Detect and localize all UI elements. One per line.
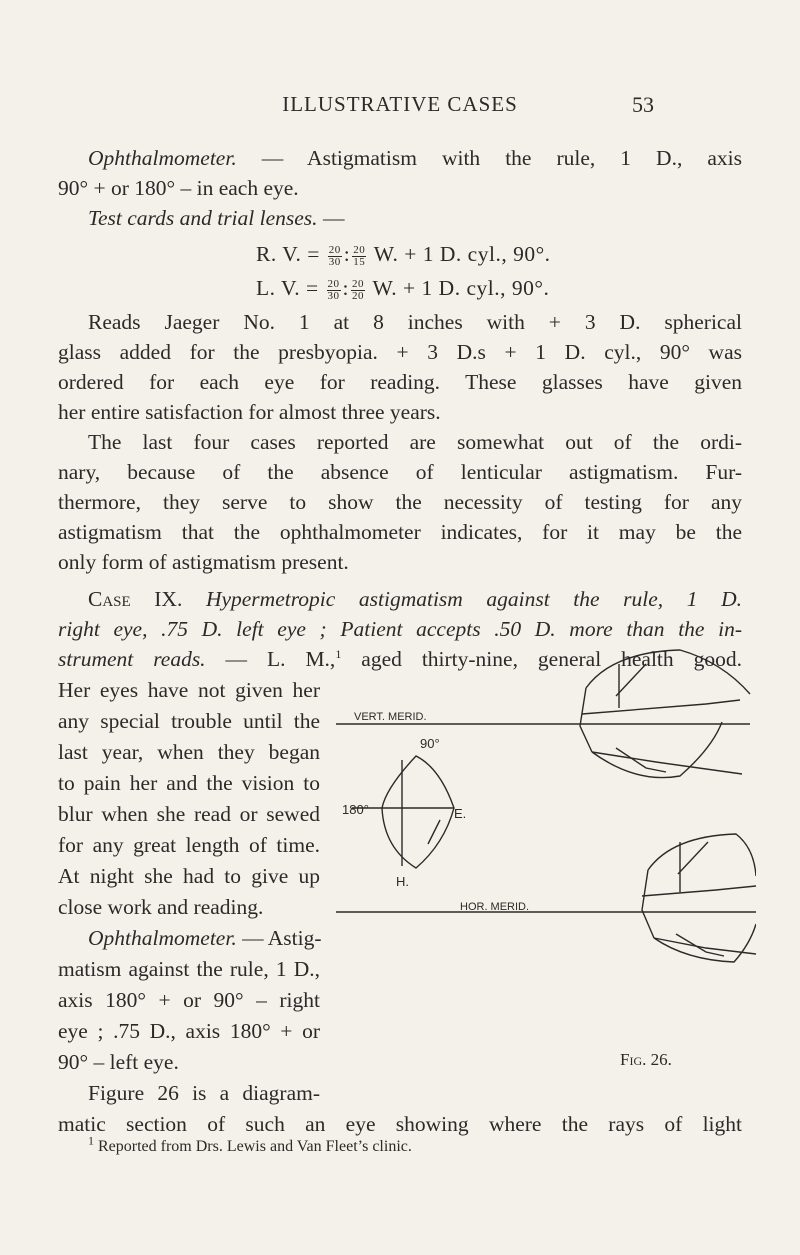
test-cards-heading: Test cards and trial lenses. — xyxy=(88,206,345,230)
footnote-reference: 1 xyxy=(335,646,342,661)
one-eighty-degree-label: 180° xyxy=(342,802,369,817)
top-eye-lower-curve xyxy=(592,722,722,778)
top-eye-ray-2 xyxy=(592,752,742,774)
narrow-line: for any great length of time. xyxy=(58,833,320,857)
bottom-eye-stroke xyxy=(678,842,708,874)
bottom-eye-upper-curve xyxy=(648,834,756,876)
narrow-line: blur when she read or sewed xyxy=(58,802,320,826)
page-number: 53 xyxy=(632,92,654,117)
fraction: $\frac{20}{30}$ xyxy=(328,243,341,268)
figure-26-diagram xyxy=(336,648,756,1044)
narrow-line: close work and reading. xyxy=(58,895,264,919)
fraction: $\frac{20}{15}$ xyxy=(353,243,366,268)
narrow-line: any special trouble until the xyxy=(58,709,320,733)
narrow-line: to pain her and the vision to xyxy=(58,771,320,795)
body-line: Reads Jaeger No. 1 at 8 inches with + 3 D. spherical xyxy=(88,310,742,334)
figure-reference-line: Figure 26 is a diagram- xyxy=(88,1081,320,1105)
mid-eye-stroke xyxy=(428,820,440,844)
hor-merid-label: HOR. MERID. xyxy=(460,901,530,913)
body-line: astigmatism that the ophthalmometer indicates, for it may be the xyxy=(58,520,742,544)
body-line-last: matic section of such an eye showing where the rays of light xyxy=(58,1112,742,1136)
footnote: $^1$ Reported from Drs. Lewis and Van Fleet’s clinic. xyxy=(88,1133,412,1155)
narrow-line: At night she had to give up xyxy=(58,864,320,888)
ophthalmometer-line-2: 90° + or 180° – in each eye. xyxy=(58,176,299,200)
body-line: ordered for each eye for reading. These glasses have given xyxy=(58,370,742,394)
narrow-line: eye ; .75 D., axis 180° + or xyxy=(58,1019,320,1043)
formula-left-eye: L. V. = $\frac{20}{30}$ : $\frac{20}{20}$ W. + 1 D. cyl., 90°. xyxy=(256,276,550,302)
fraction: $\frac{20}{20}$ xyxy=(351,277,364,302)
ophthalmometer-2-line-1: Ophthalmometer. — Astig- xyxy=(88,926,322,950)
case-heading-line-3: strument reads. — L. M.,$^1$ aged thirty-nine, general health good. xyxy=(58,646,742,671)
body-line: only form of astigmatism present. xyxy=(58,550,349,574)
figure-caption: Fig. 26. xyxy=(620,1050,672,1069)
narrow-line: 90° – left eye. xyxy=(58,1050,179,1074)
narrow-line: last year, when they began xyxy=(58,740,320,764)
body-line: The last four cases reported are somewhat out of the ordi- xyxy=(88,430,742,454)
narrow-line: matism against the rule, 1 D., xyxy=(58,957,320,981)
ophthalmometer-line-1: Ophthalmometer. — Astigmatism with the rule, 1 D., axis xyxy=(88,146,742,170)
top-eye-cornea xyxy=(580,688,592,752)
formula-right-eye: R. V. = $\frac{20}{30}$ : $\frac{20}{15}$ W. + 1 D. cyl., 90°. xyxy=(256,242,551,268)
body-line: glass added for the presbyopia. + 3 D.s + 1 D. cyl., 90° was xyxy=(58,340,742,364)
bottom-eye-lower-curve xyxy=(654,924,756,962)
bottom-eye-ray-1 xyxy=(642,886,756,896)
narrow-line: axis 180° + or 90° – right xyxy=(58,988,320,1012)
top-eye-stroke xyxy=(616,664,646,696)
e-label: E. xyxy=(454,806,467,821)
bottom-eye-cornea xyxy=(642,870,654,938)
case-heading-line-2: right eye, .75 D. left eye ; Patient accepts .50 D. more than the in- xyxy=(58,617,742,641)
top-eye-ray-1 xyxy=(582,700,740,714)
case-heading-line-1: Case IX. Hypermetropic astigmatism against the rule, 1 D. xyxy=(88,587,743,611)
body-line: thermore, they serve to show the necessity of testing for any xyxy=(58,490,742,514)
page-header xyxy=(0,92,800,122)
body-line: her entire satisfaction for almost three years. xyxy=(58,400,441,424)
body-line: nary, because of the absence of lenticular astigmatism. Fur- xyxy=(58,460,742,484)
fraction: $\frac{20}{30}$ xyxy=(327,277,340,302)
mid-eye-outline xyxy=(382,756,454,868)
top-eye-upper-curve xyxy=(586,650,750,694)
ninety-degree-label: 90° xyxy=(420,736,440,751)
running-head: ILLUSTRATIVE CASES xyxy=(282,92,518,116)
h-label: H. xyxy=(396,874,409,889)
vert-merid-label: VERT. MERID. xyxy=(354,711,427,723)
narrow-line: Her eyes have not given her xyxy=(58,678,320,702)
